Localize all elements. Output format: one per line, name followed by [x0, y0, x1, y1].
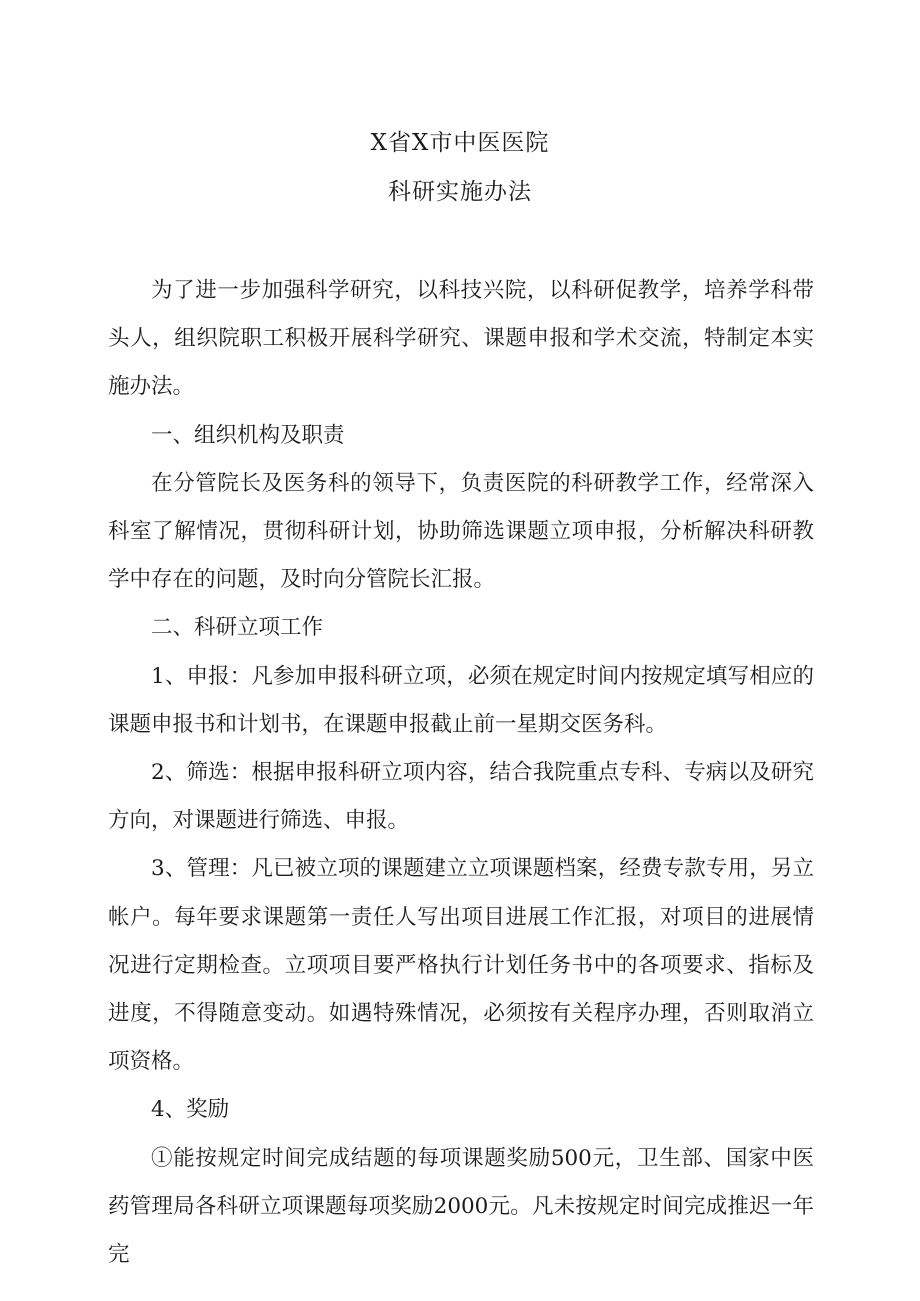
document-title-line-1: X省X市中医医院	[370, 130, 550, 156]
paragraph-item-4-heading: 4、奖励	[151, 1097, 230, 1123]
paragraph-reward-1: ①能按规定时间完成结题的每项课题奖励500元，卫生部、国家中医药管理局各科研立项课题每项奖励2000元。凡未按规定时间完成推迟一年完	[108, 1145, 814, 1268]
paragraph-section-1: 在分管院长及医务科的领导下，负责医院的科研教学工作，经常深入科室了解情况，贯彻科研计划，协助筛选课题立项申报，分析解决科研教学中存在的问题，及时向分管院长汇报。	[108, 470, 814, 593]
paragraph-intro: 为了进一步加强科学研究，以科技兴院，以科研促教学，培养学科带头人，组织院职工积极开展科学研究、课题申报和学术交流，特制定本实施办法。	[108, 278, 814, 400]
paragraph-item-1: 1、申报：凡参加申报科研立项，必须在规定时间内按规定填写相应的课题申报书和计划书，在课题申报截止前一星期交医务科。	[108, 663, 814, 737]
section-heading-1: 一、组织机构及职责	[151, 422, 345, 448]
section-heading-2: 二、科研立项工作	[151, 615, 324, 641]
document-title-line-2: 科研实施办法	[388, 179, 532, 205]
paragraph-item-3: 3、管理：凡已被立项的课题建立立项课题档案，经费专款专用，另立帐户。每年要求课题第一责任人写出项目进展工作汇报，对项目的进展情况进行定期检查。立项项目要严格执行计划任务书中的各项要求、指标及进度，不得随意变动。如遇特殊情况，必须按有关程序办理，否则取消立项资格。	[108, 856, 814, 1075]
document-body	[108, 267, 814, 1279]
paragraph-item-2: 2、筛选：根据申报科研立项内容，结合我院重点专科、专病以及研究方向，对课题进行筛选、申报。	[108, 760, 814, 834]
